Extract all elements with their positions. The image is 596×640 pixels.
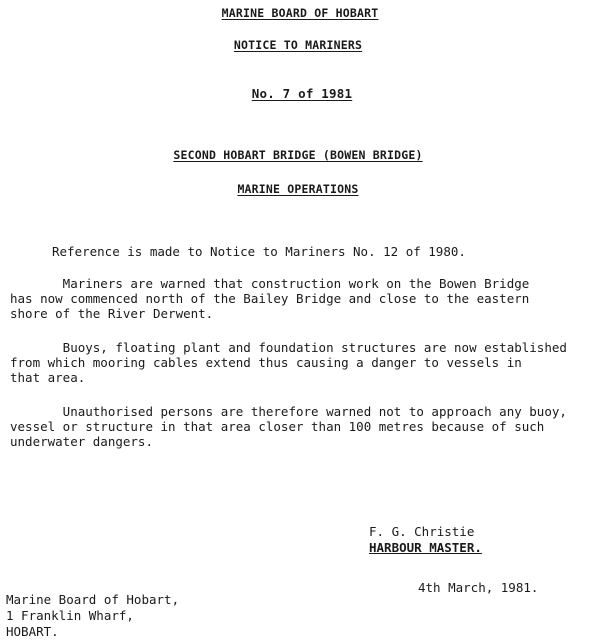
notice-date: 4th March, 1981.	[418, 580, 539, 595]
signatory-title: HARBOUR MASTER.	[369, 540, 482, 555]
paragraph-approach-warning: Unauthorised persons are therefore warned not to approach any buoy, vessel or structure in that area closer than 100 metres because of such underwater dangers.	[10, 404, 567, 449]
paragraph-construction-warning: Mariners are warned that construction work on the Bowen Bridge has now commenced north of the Bailey Bridge and close to the eastern shore of the River Derwent.	[10, 276, 530, 321]
subject-subtitle: MARINE OPERATIONS	[237, 182, 359, 196]
subject-title: SECOND HOBART BRIDGE (BOWEN BRIDGE)	[173, 148, 423, 162]
address-line-1: Marine Board of Hobart,	[6, 592, 180, 607]
notice-type-title: NOTICE TO MARINERS	[233, 38, 363, 52]
organisation-title: MARINE BOARD OF HOBART	[221, 6, 379, 20]
organisation-heading	[2, 6, 596, 20]
notice-number: No. 7 of 1981	[251, 86, 353, 101]
notice-number-heading	[4, 86, 596, 101]
subject-heading	[0, 148, 596, 162]
address-line-3: HOBART.	[6, 624, 59, 639]
paragraph-buoys-warning: Buoys, floating plant and foundation structures are now established from which mooring cables extend thus causing a danger to vessels in that area.	[10, 340, 567, 385]
paragraph-reference: Reference is made to Notice to Mariners No. 12 of 1980.	[52, 244, 466, 259]
notice-type-heading	[0, 38, 596, 52]
subject-subheading	[0, 182, 596, 196]
signatory-name: F. G. Christie	[369, 524, 475, 539]
address-line-2: 1 Franklin Wharf,	[6, 608, 134, 623]
